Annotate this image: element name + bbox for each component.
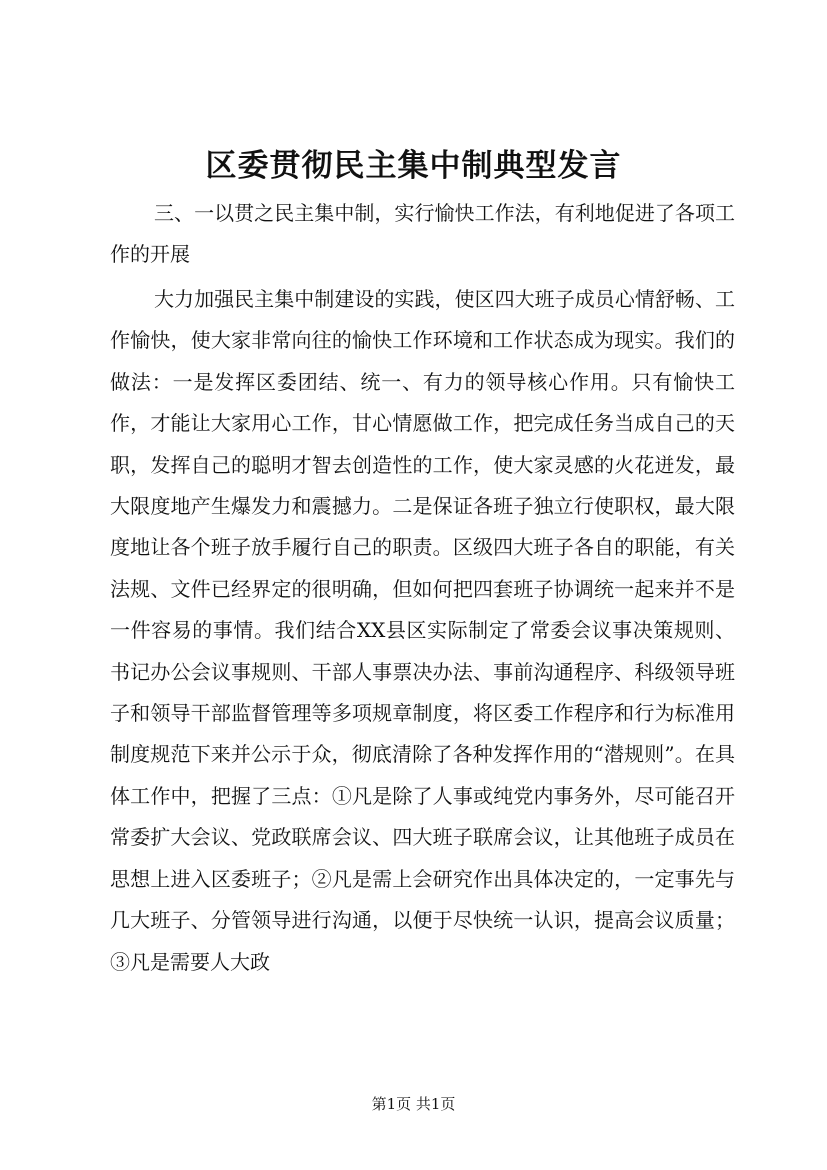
document-title: 区委贯彻民主集中制典型发言 xyxy=(205,148,622,184)
section-heading-paragraph: 三、一以贯之民主集中制，实行愉快工作法，有利地促进了各项工作的开展 xyxy=(110,201,735,267)
body-paragraph: 大力加强民主集中制建设的实践，使区四大班子成员心情舒畅、工作愉快，使大家非常向往的愉快工作环境和工作状态成为现实。我们的做法：一是发挥区委团结、统一、有力的领导核心作用。只有愉快工作，才能让大家用心工作，甘心情愿做工作，把完成任务当成自己的天职，发挥自己的聪明才智去创造性的工作，使大家灵感的火花迸发，最大限度地产生爆发力和震撼力。二是保证各班子独立行使职权，最大限度地让各个班子放手履行自己的职责。区级四大班子各自的职能，有关法规、文件已经界定的很明确，但如何把四套班子协调统一起来并不是一件容易的事情。我们结合XX县区实际制定了常委会议事决策规则、书记办公会议事规则、干部人事票决办法、事前沟通程序、科级领导班子和领导干部监督管理等多项规章制度，将区委工作程序和行为标准用制度规范下来并公示于众，彻底清除了各种发挥作用的“潜规则”。在具体工作中，把握了三点：①凡是除了人事或纯党内事务外，尽可能召开常委扩大会议、党政联席会议、四大班子联席会议，让其他班子成员在思想上进入区委班子；②凡是需上会研究作出具体决定的，一定事先与几大班子、分管领导进行沟通，以便于尽快统一认识，提高会议质量；③凡是需要人大政 xyxy=(110,287,735,974)
page-number-footer: 第1页 共1页 xyxy=(371,1095,456,1113)
